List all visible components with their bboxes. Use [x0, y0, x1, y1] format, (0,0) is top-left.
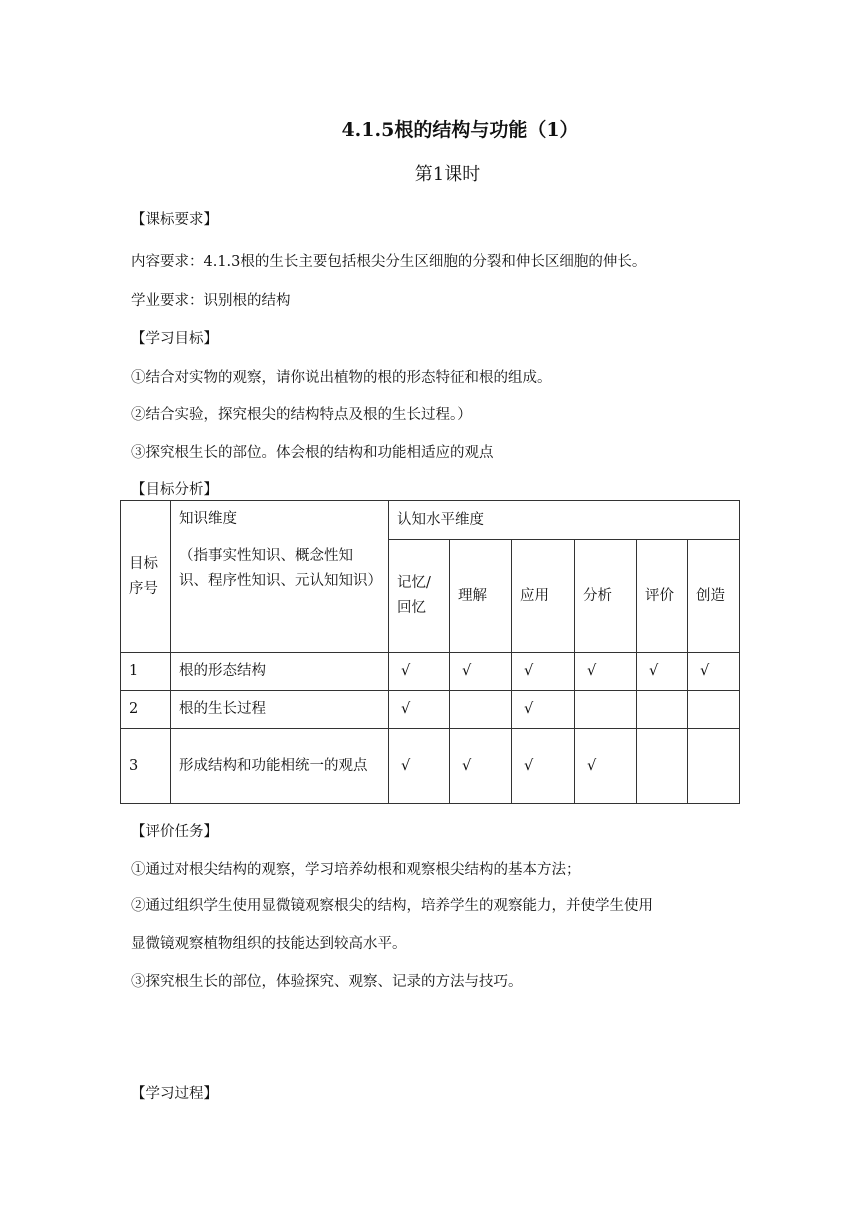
- level-header: 评价: [637, 540, 688, 653]
- check-mark: [688, 729, 740, 804]
- objective-item: ②结合实验，探究根尖的结构特点及根的生长过程。）: [131, 407, 472, 423]
- table-row: [121, 729, 740, 804]
- level-header: 记忆/回忆: [389, 540, 450, 653]
- analysis-heading: 【目标分析】: [131, 482, 218, 498]
- check-mark: √: [389, 691, 450, 729]
- level-header: 创造: [688, 540, 740, 653]
- evaluation-item: ③探究根生长的部位，体验探究、观察、记录的方法与技巧。: [131, 974, 523, 990]
- content-requirement: 内容要求：4.1.3根的生长主要包括根尖分生区细胞的分裂和伸长区细胞的伸长。: [131, 254, 647, 270]
- check-mark: [688, 691, 740, 729]
- evaluation-item: ②通过组织学生使用显微镜观察根尖的结构，培养学生的观察能力，并使学生使用: [131, 898, 653, 914]
- document-title: 4.1.5根的结构与功能（1）: [341, 119, 579, 141]
- header-knowledge: 知识维度 （指事实性知识、概念性知识、程序性知识、元认知知识）: [171, 501, 389, 653]
- check-mark: √: [575, 729, 637, 804]
- row-no: 3: [121, 729, 171, 804]
- level-header: 分析: [575, 540, 637, 653]
- check-mark: √: [512, 691, 575, 729]
- objective-item: ①结合对实物的观察，请你说出植物的根的形态特征和根的组成。: [131, 370, 552, 386]
- check-mark: [637, 729, 688, 804]
- evaluation-heading: 【评价任务】: [131, 824, 218, 840]
- header-goal-no: 目标序号: [121, 501, 171, 653]
- check-mark: √: [389, 653, 450, 691]
- check-mark: √: [575, 653, 637, 691]
- check-mark: √: [512, 653, 575, 691]
- evaluation-item: ①通过对根尖结构的观察，学习培养幼根和观察根尖结构的基本方法；: [131, 862, 581, 878]
- check-mark: √: [389, 729, 450, 804]
- process-heading: 【学习过程】: [131, 1086, 218, 1102]
- level-header: 理解: [450, 540, 512, 653]
- row-knowledge: 形成结构和功能相统一的观点: [171, 729, 389, 804]
- row-knowledge: 根的形态结构: [171, 653, 389, 691]
- row-no: 2: [121, 691, 171, 729]
- academic-requirement: 学业要求：识别根的结构: [131, 293, 291, 309]
- row-knowledge: 根的生长过程: [171, 691, 389, 729]
- header-cognitive: 认知水平维度: [389, 501, 740, 540]
- document-subtitle: 第1课时: [414, 164, 481, 185]
- check-mark: √: [512, 729, 575, 804]
- table-row: [121, 653, 740, 691]
- goal-analysis-table: [120, 500, 740, 804]
- check-mark: √: [450, 653, 512, 691]
- level-header: 应用: [512, 540, 575, 653]
- check-mark: [637, 691, 688, 729]
- check-mark: √: [637, 653, 688, 691]
- check-mark: [450, 691, 512, 729]
- objectives-heading: 【学习目标】: [131, 331, 218, 347]
- check-mark: [575, 691, 637, 729]
- check-mark: √: [688, 653, 740, 691]
- check-mark: √: [450, 729, 512, 804]
- table-row: [121, 691, 740, 729]
- standard-heading: 【课标要求】: [131, 212, 218, 228]
- objective-item: ③探究根生长的部位。体会根的结构和功能相适应的观点: [131, 445, 494, 461]
- row-no: 1: [121, 653, 171, 691]
- evaluation-item: 显微镜观察植物组织的技能达到较高水平。: [131, 936, 407, 952]
